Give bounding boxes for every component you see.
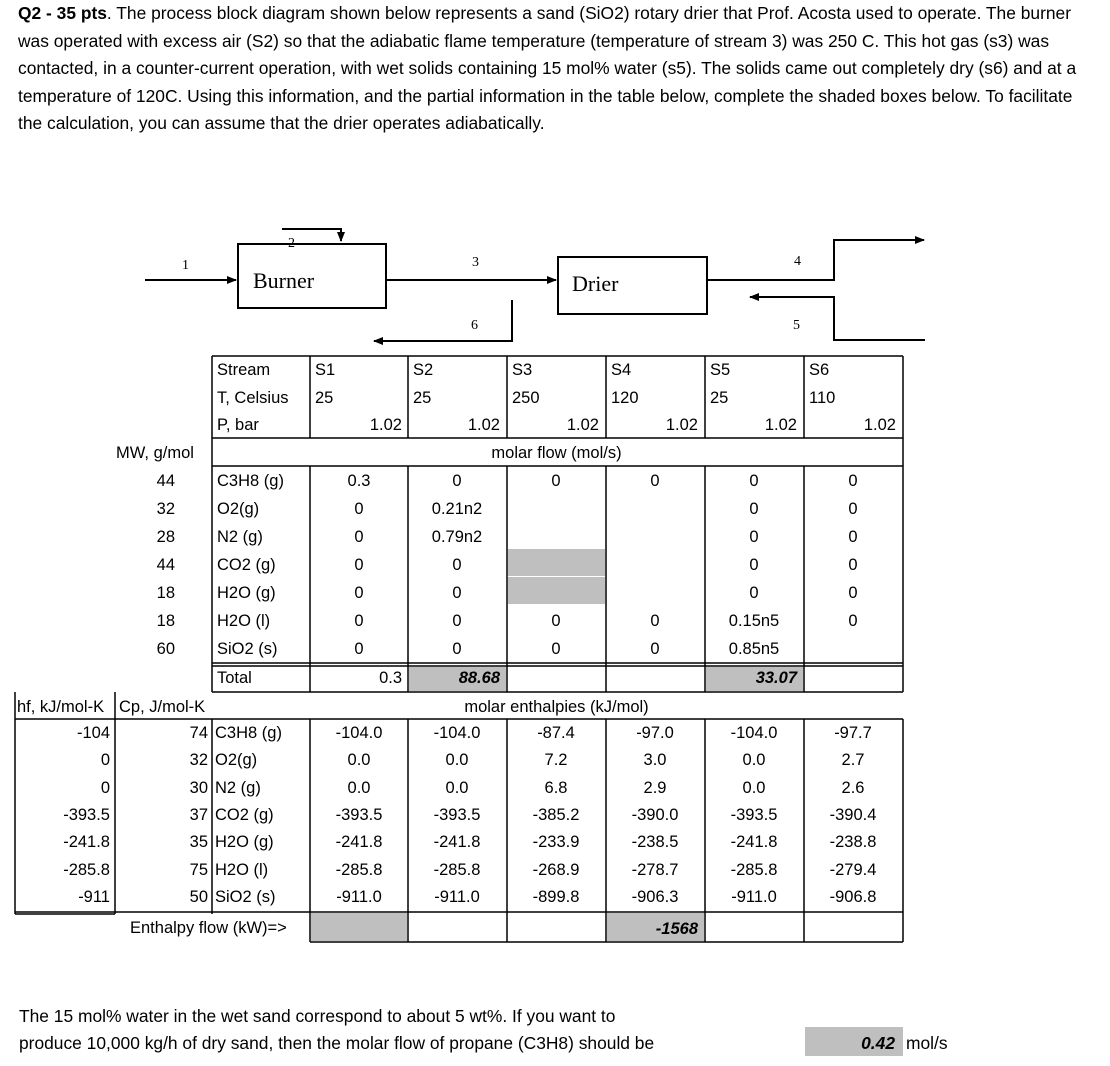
species-label: C3H8 (g) xyxy=(217,472,284,490)
species-label: CO2 (g) xyxy=(215,805,274,824)
total-label: Total xyxy=(217,669,252,687)
enthalpy-cell: 0.0 xyxy=(347,778,371,797)
hf-value: -911 xyxy=(78,887,110,906)
propane-flow-unit: mol/s xyxy=(906,1033,948,1053)
enthalpy-cell: -911.0 xyxy=(731,887,777,906)
flow-cell: 0 xyxy=(452,584,462,602)
enthalpy-cell: 0.0 xyxy=(445,778,469,797)
flow-cell: 0 xyxy=(749,584,759,602)
propane-flow-answer: 0.42 xyxy=(861,1033,895,1053)
hf-value: -285.8 xyxy=(63,860,110,879)
species-label: SiO2 (s) xyxy=(217,640,278,658)
stream-number: 4 xyxy=(794,254,801,269)
hf-value: 0 xyxy=(100,751,110,770)
flow-cell: 0 xyxy=(650,640,660,658)
mw-value: 44 xyxy=(156,472,175,490)
hf-value: -393.5 xyxy=(63,805,110,824)
stream-pressure: 1.02 xyxy=(369,416,402,434)
total-cell: 88.68 xyxy=(458,669,500,687)
stream-6-arrow xyxy=(374,300,512,341)
stream-name: S3 xyxy=(512,361,533,379)
species-label: SiO2 (s) xyxy=(215,887,276,906)
hf-header: hf, kJ/mol-K xyxy=(17,698,105,716)
stream-pressure: 1.02 xyxy=(665,416,698,434)
temperature-header: T, Celsius xyxy=(217,389,289,407)
burner-label: Burner xyxy=(253,268,315,293)
enthalpy-cell: -393.5 xyxy=(335,805,383,824)
enthalpy-flow-cell: -1568 xyxy=(655,920,698,938)
enthalpy-cell: 3.0 xyxy=(643,751,667,770)
mw-value: 28 xyxy=(156,528,175,546)
cp-value: 75 xyxy=(189,860,208,879)
flow-cell: 0 xyxy=(749,472,759,490)
question-label: Q2 - 35 pts xyxy=(18,3,107,23)
enthalpy-cell: 0.0 xyxy=(742,778,766,797)
species-label: H2O (g) xyxy=(217,584,276,602)
cp-value: 50 xyxy=(189,887,208,906)
mw-value: 44 xyxy=(156,556,175,574)
enthalpy-cell: -104.0 xyxy=(335,724,383,742)
enthalpy-cell: -238.8 xyxy=(829,833,877,852)
enthalpy-cell: -390.4 xyxy=(829,805,877,824)
flow-cell: 0 xyxy=(551,612,561,630)
stream-header: Stream xyxy=(217,361,271,379)
enthalpy-cell: -97.0 xyxy=(636,724,674,742)
cp-value: 37 xyxy=(189,805,208,824)
stream-5-arrow xyxy=(750,297,925,340)
stream-pressure: 1.02 xyxy=(764,416,797,434)
molar-enthalpy-header: molar enthalpies (kJ/mol) xyxy=(464,698,649,716)
cp-value: 74 xyxy=(189,724,208,742)
stream-name: S1 xyxy=(315,361,336,379)
stream-4-arrow xyxy=(707,240,924,280)
molar-flow-header: molar flow (mol/s) xyxy=(491,444,622,462)
flow-cell: 0 xyxy=(354,640,364,658)
flow-cell: 0 xyxy=(848,584,858,602)
flow-cell: 0.3 xyxy=(347,472,371,490)
species-label: O2(g) xyxy=(215,751,258,770)
enthalpy-cell: -241.8 xyxy=(335,833,383,852)
stream-name: S2 xyxy=(413,361,434,379)
stream-number: 1 xyxy=(182,258,189,273)
mw-value: 32 xyxy=(156,500,175,518)
enthalpy-cell: -285.8 xyxy=(335,860,383,879)
stream-name: S4 xyxy=(611,361,632,379)
enthalpy-cell: -97.7 xyxy=(834,724,872,742)
mw-value: 18 xyxy=(156,612,175,630)
species-label: N2 (g) xyxy=(217,528,263,546)
species-label: H2O (l) xyxy=(215,860,269,879)
stream-pressure: 1.02 xyxy=(863,416,896,434)
stream-number: 2 xyxy=(288,236,295,251)
flow-cell: 0 xyxy=(452,472,462,490)
enthalpy-cell: 0.0 xyxy=(347,751,371,770)
footer-line-2: produce 10,000 kg/h of dry sand, then the molar flow of propane (C3H8) should be xyxy=(19,1033,655,1053)
mw-header: MW, g/mol xyxy=(116,444,194,462)
enthalpy-cell: 2.7 xyxy=(841,751,865,770)
stream-name: S6 xyxy=(809,361,830,379)
stream-temperature: 25 xyxy=(315,389,334,407)
flow-cell: 0 xyxy=(650,612,660,630)
species-label: O2(g) xyxy=(217,500,260,518)
flow-cell: 0 xyxy=(354,500,364,518)
question-body: . The process block diagram shown below represents a sand (SiO2) rotary drier that Prof. Acosta used to operate. The burner was operated with excess air (S2) so that the adiabatic flame temperature (temperature of stream 3) was 250 C. This hot gas (s3) was contacted, in a counter-current operation, with wet solids containing 15 mol% water (s5). The solids came out completely dry (s6) and at a temperature of 120C. Using this information, and the partial information in the table below, complete the shaded boxes below. To facilitate the calculation, you can assume that the drier operates adiabatically. xyxy=(18,3,1077,133)
total-cell: 0.3 xyxy=(379,669,402,687)
cp-value: 30 xyxy=(189,778,208,797)
hf-value: -241.8 xyxy=(63,833,110,852)
stream-temperature: 120 xyxy=(611,389,639,407)
species-label: CO2 (g) xyxy=(217,556,276,574)
flow-cell: 0.79n2 xyxy=(431,528,483,546)
cp-header: Cp, J/mol-K xyxy=(119,698,206,716)
flow-cell: 0 xyxy=(551,472,561,490)
flow-cell: 0 xyxy=(452,612,462,630)
stream-temperature: 110 xyxy=(809,389,836,407)
flow-cell: 0 xyxy=(452,640,462,658)
enthalpy-cell: -911.0 xyxy=(434,887,480,906)
enthalpy-cell: 2.6 xyxy=(841,778,865,797)
flow-cell: 0 xyxy=(848,612,858,630)
flow-cell: 0 xyxy=(749,528,759,546)
stream-temperature: 250 xyxy=(512,389,540,407)
cp-value: 32 xyxy=(189,751,208,770)
enthalpy-cell: -390.0 xyxy=(631,805,679,824)
species-label: H2O (g) xyxy=(215,833,274,852)
flow-cell: 0 xyxy=(354,556,364,574)
enthalpy-flow-label: Enthalpy flow (kW)=> xyxy=(130,919,287,937)
total-cell: 33.07 xyxy=(755,669,797,687)
stream-number: 5 xyxy=(793,318,800,333)
mw-value: 60 xyxy=(156,640,175,658)
stream-name: S5 xyxy=(710,361,731,379)
enthalpy-cell: -393.5 xyxy=(730,805,778,824)
drier-label: Drier xyxy=(572,271,619,296)
enthalpy-cell: -285.8 xyxy=(730,860,778,879)
enthalpy-cell: -241.8 xyxy=(433,833,481,852)
species-label: N2 (g) xyxy=(215,778,261,797)
enthalpy-cell: -279.4 xyxy=(829,860,877,879)
flow-cell: 0 xyxy=(749,500,759,518)
flow-cell: 0 xyxy=(848,500,858,518)
enthalpy-cell: -899.8 xyxy=(532,887,580,906)
answer-box-s1-enthalpy[interactable] xyxy=(311,913,407,941)
enthalpy-cell: -238.5 xyxy=(631,833,679,852)
enthalpy-cell: -241.8 xyxy=(730,833,778,852)
flow-cell: 0 xyxy=(749,556,759,574)
enthalpy-cell: 2.9 xyxy=(643,778,667,797)
enthalpy-cell: -911.0 xyxy=(336,887,382,906)
pressure-header: P, bar xyxy=(217,416,259,434)
enthalpy-cell: -385.2 xyxy=(532,805,580,824)
flow-cell: 0 xyxy=(848,472,858,490)
flow-cell: 0 xyxy=(354,612,364,630)
enthalpy-cell: 0.0 xyxy=(742,751,766,770)
stream-temperature: 25 xyxy=(413,389,432,407)
flow-cell: 0.21n2 xyxy=(431,500,483,518)
enthalpy-cell: 7.2 xyxy=(544,751,568,770)
enthalpy-cell: -906.8 xyxy=(829,887,877,906)
enthalpy-cell: -233.9 xyxy=(532,833,580,852)
flow-cell: 0.15n5 xyxy=(728,612,780,630)
stream-pressure: 1.02 xyxy=(467,416,500,434)
hf-value: -104 xyxy=(76,724,110,742)
flow-cell: 0 xyxy=(354,584,364,602)
flow-cell: 0 xyxy=(848,528,858,546)
cp-value: 35 xyxy=(189,833,208,852)
enthalpy-cell: -268.9 xyxy=(532,860,580,879)
enthalpy-cell: -285.8 xyxy=(433,860,481,879)
enthalpy-cell: 0.0 xyxy=(445,751,469,770)
flow-cell: 0 xyxy=(551,640,561,658)
stream-number: 6 xyxy=(471,318,478,333)
enthalpy-cell: 6.8 xyxy=(544,778,568,797)
stream-pressure: 1.02 xyxy=(566,416,599,434)
flow-cell: 0.85n5 xyxy=(728,640,780,658)
flow-cell: 0 xyxy=(650,472,660,490)
species-label: C3H8 (g) xyxy=(215,724,282,742)
enthalpy-cell: -87.4 xyxy=(537,724,575,742)
stream-temperature: 25 xyxy=(710,389,729,407)
enthalpy-cell: -104.0 xyxy=(730,724,778,742)
flow-cell: 0 xyxy=(354,528,364,546)
answer-box-s3-h2o[interactable] xyxy=(508,577,605,604)
enthalpy-cell: -104.0 xyxy=(433,724,481,742)
stream-number: 3 xyxy=(472,255,479,270)
answer-box-s3-co2[interactable] xyxy=(508,549,605,576)
mw-value: 18 xyxy=(156,584,175,602)
enthalpy-cell: -278.7 xyxy=(631,860,679,879)
species-label: H2O (l) xyxy=(217,612,271,630)
flow-cell: 0 xyxy=(452,556,462,574)
flow-cell: 0 xyxy=(848,556,858,574)
enthalpy-cell: -393.5 xyxy=(433,805,481,824)
footer-line-1: The 15 mol% water in the wet sand correspond to about 5 wt%. If you want to xyxy=(19,1006,616,1026)
hf-value: 0 xyxy=(100,778,110,797)
enthalpy-cell: -906.3 xyxy=(631,887,679,906)
